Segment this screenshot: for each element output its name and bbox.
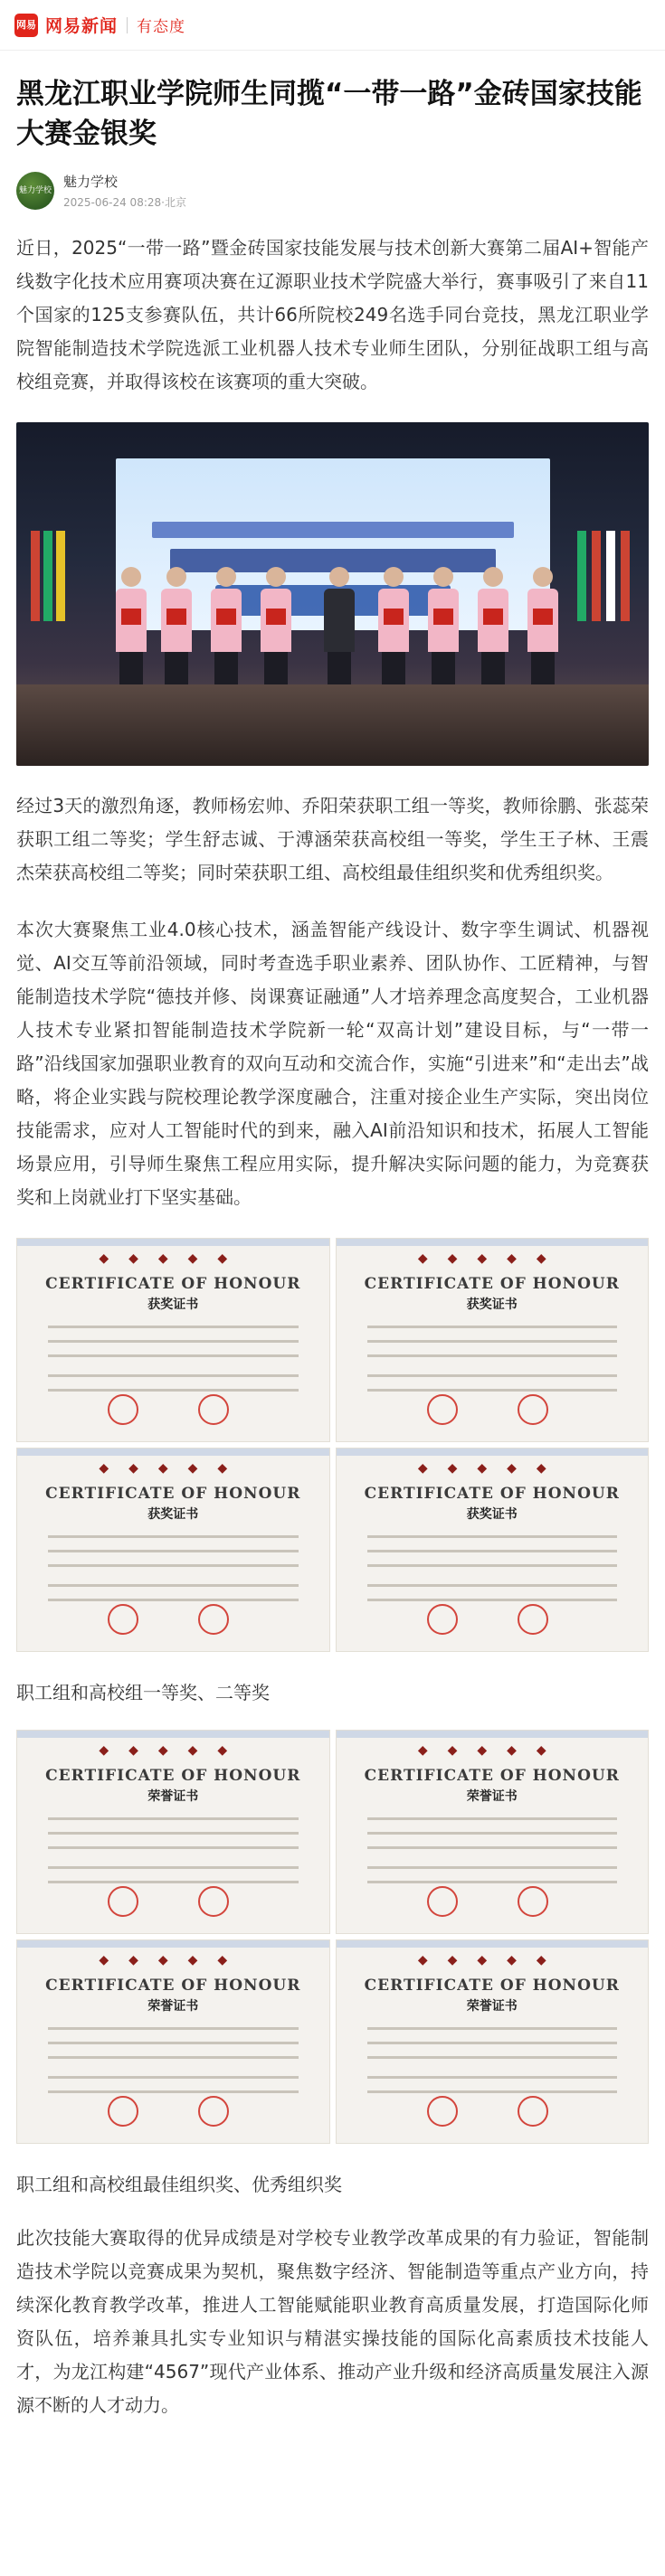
flag	[592, 531, 601, 621]
brand-slogan: 有态度	[137, 18, 186, 36]
flag	[31, 531, 40, 621]
certificate-title-zh: 获奖证书	[466, 1507, 518, 1522]
certificate-image[interactable]: ◆◆◆◆◆ CERTIFICATE OF HONOUR 荣誉证书	[16, 1939, 330, 2144]
article-paragraph: 此次技能大赛取得的优异成绩是对学校专业教学改革成果的有力验证，智能制造技术学院以竞赛成果为契机，聚焦数字经济、智能制造等重点产业方向，持续深化教育教学改革，推进人工智能赋能职业教育高质量发展，打造国际化师资队伍，培养兼具扎实专业知识与精湛实操技能的国际化高素质技术技能人才，为龙江构建“4567”现代产业体系、推动产业升级和经济高质量发展注入源源不断的人才动力。	[16, 2227, 649, 2416]
stamp-seal	[518, 1604, 548, 1635]
organization-certificates-grid[interactable]	[16, 1730, 649, 2144]
certificate-image[interactable]: ◆◆◆◆◆ CERTIFICATE OF HONOUR 获奖证书	[336, 1448, 650, 1652]
stamp-seal	[427, 1604, 458, 1635]
author-name[interactable]: 魅力学校	[63, 174, 119, 190]
certificate-title-en: CERTIFICATE OF HONOUR	[364, 1767, 620, 1785]
person	[324, 567, 355, 703]
article-paragraph: 近日，2025“一带一路”暨金砖国家技能发展与技术创新大赛第二届AI+智能产线数字化技术应用赛项决赛在辽源职业技术学院盛大举行，赛事吸引了来自11个国家的125支参赛队伍，共计66所院校249名选手同台竞技，黑龙江职业学院智能制造技术学院选派工业机器人技术专业师生团队，分别征战职工组与高校组竞赛，并取得该校在该赛项的重大突破。	[16, 237, 649, 392]
article-paragraph: 经过3天的激烈角逐，教师杨宏帅、乔阳荣获职工组一等奖，教师徐鹏、张蕊荣获职工组二等奖；学生舒志诚、于溥涵荣获高校组一等奖，学生王子林、王震杰荣获高校组二等奖；同时荣获职工组、高校组最佳组织奖和优秀组织奖。	[16, 795, 649, 883]
certificate-image[interactable]: ◆◆◆◆◆ CERTIFICATE OF HONOUR 获奖证书	[16, 1448, 330, 1652]
stamp-seal	[427, 1886, 458, 1917]
certificate-image[interactable]: ◆◆◆◆◆ CERTIFICATE OF HONOUR 荣誉证书	[336, 1730, 650, 1934]
image-caption: 职工组和高校组最佳组织奖、优秀组织奖	[16, 2174, 342, 2195]
person	[161, 567, 192, 703]
article-paragraph: 本次大赛聚焦工业4.0核心技术，涵盖智能产线设计、数字孪生调试、机器视觉、AI交互等前沿领域，同时考查选手职业素养、团队协作、工匠精神，与智能制造技术学院“德技并修、岗课赛证融通”人才培养理念高度契合，工业机器人技术专业紧扣智能制造技术学院新一轮“双高计划”建设目标，与“一带一路”沿线国家加强职业教育的双向互动和交流合作，实施“引进来”和“走出去”战略，将企业实践与院校理论教学深度融合，注重对接企业生产实际，突出岗位技能需求，应对人工智能时代的到来，融入AI前沿知识和技术，拓展人工智能场景应用，引导师生聚焦工程应用实际，提升解决实际问题的能力，为竞赛获奖和上岗就业打下坚实基础。	[16, 919, 649, 1208]
brand-divider	[127, 17, 128, 33]
netease-logo[interactable]: 网易	[14, 14, 38, 37]
certificate-image[interactable]: ◆◆◆◆◆ CERTIFICATE OF HONOUR 获奖证书	[336, 1238, 650, 1442]
stamp-seal	[108, 1886, 138, 1917]
stamp-seal	[198, 1886, 229, 1917]
award-certificates-grid[interactable]	[16, 1238, 649, 1652]
person	[478, 567, 508, 703]
stamp-seal	[198, 1604, 229, 1635]
article-title: 黑龙江职业学院师生同揽“一带一路”金砖国家技能大赛金银奖	[16, 78, 642, 150]
stamp-seal	[108, 2096, 138, 2127]
person	[428, 567, 459, 703]
stamp-seal	[427, 2096, 458, 2127]
certificate-title-en: CERTIFICATE OF HONOUR	[45, 1977, 301, 1995]
certificate-title-en: CERTIFICATE OF HONOUR	[364, 1977, 620, 1995]
certificate-title-zh: 荣誉证书	[147, 1999, 199, 2014]
certificate-title-en: CERTIFICATE OF HONOUR	[364, 1275, 620, 1293]
certificate-title-zh: 获奖证书	[147, 1507, 199, 1522]
stamp-seal	[427, 1394, 458, 1425]
certificate-title-zh: 荣誉证书	[147, 1789, 199, 1804]
flag	[577, 531, 586, 621]
certificate-image[interactable]: ◆◆◆◆◆ CERTIFICATE OF HONOUR 荣誉证书	[336, 1939, 650, 2144]
person	[261, 567, 291, 703]
flag	[606, 531, 615, 621]
publish-time: 2025-06-24 08:28·北京	[63, 196, 186, 209]
certificate-title-zh: 荣誉证书	[466, 1789, 518, 1804]
certificate-title-en: CERTIFICATE OF HONOUR	[45, 1275, 301, 1293]
person	[378, 567, 409, 703]
author-bar	[0, 154, 665, 210]
certificate-title-zh: 获奖证书	[147, 1297, 199, 1312]
certificate-image[interactable]: ◆◆◆◆◆ CERTIFICATE OF HONOUR 获奖证书	[16, 1238, 330, 1442]
stage-floor	[16, 684, 649, 766]
certificate-image[interactable]: ◆◆◆◆◆ CERTIFICATE OF HONOUR 荣誉证书	[16, 1730, 330, 1934]
certificate-title-en: CERTIFICATE OF HONOUR	[364, 1485, 620, 1503]
image-caption: 职工组和高校组一等奖、二等奖	[16, 1682, 270, 1703]
certificate-title-zh: 荣誉证书	[466, 1999, 518, 2014]
stamp-seal	[518, 1886, 548, 1917]
flag	[621, 531, 630, 621]
person	[527, 567, 558, 703]
person	[211, 567, 242, 703]
certificate-title-en: CERTIFICATE OF HONOUR	[45, 1767, 301, 1785]
stamp-seal	[518, 2096, 548, 2127]
brand-name[interactable]: 网易新闻	[45, 16, 119, 36]
ceremony-photo[interactable]	[16, 422, 649, 766]
person	[116, 567, 147, 703]
top-bar	[0, 0, 665, 51]
flag	[43, 531, 52, 621]
author-avatar[interactable]: 魅力学校	[16, 172, 54, 210]
flag	[56, 531, 65, 621]
stamp-seal	[198, 1394, 229, 1425]
stamp-seal	[198, 2096, 229, 2127]
stamp-seal	[108, 1394, 138, 1425]
stamp-seal	[108, 1604, 138, 1635]
certificate-title-en: CERTIFICATE OF HONOUR	[45, 1485, 301, 1503]
certificate-title-zh: 获奖证书	[466, 1297, 518, 1312]
stamp-seal	[518, 1394, 548, 1425]
